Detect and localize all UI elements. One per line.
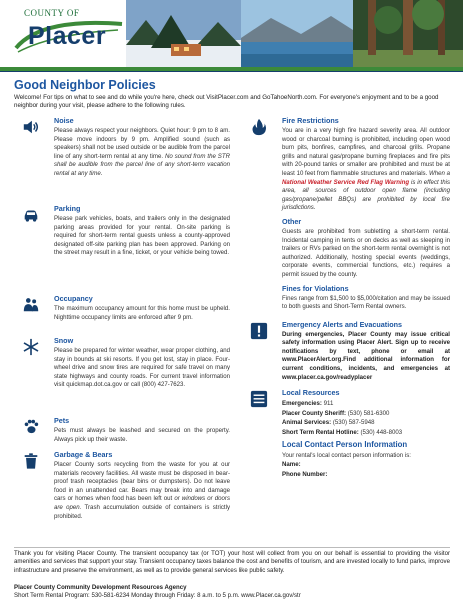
contact-name-label: Name: (282, 461, 301, 469)
snowflake-icon (22, 338, 40, 356)
footer-divider (14, 547, 450, 548)
speaker-icon (22, 118, 40, 136)
fines-subsection (282, 284, 450, 312)
fines-heading: Fines for Violations (282, 283, 349, 293)
noise-heading: Noise (54, 116, 74, 125)
garbage-section (22, 450, 230, 521)
other-heading: Other (282, 216, 302, 226)
contact-heading: Local Contact Person Information (282, 439, 408, 449)
page-title: Good Neighbor Policies (14, 78, 156, 92)
fire-text: You are in a very high fire hazard severity area. All outdoor wood or charcoal burning is prohibited, including open wood burn pits, bonfires, campfires, and charcoal grills. Propane grills and natural gas/propane burning fireplaces and fire pits with 20-pound tanks or smaller are prohibited and must be at least 10 feet from flammable structures and materials. When a National Weather Service Red Flag Warning is in effect this area, all sources of outdoor open flame (including gas/propane/pellet BBQs) are prohibited by local fire jurisdictions. (282, 127, 451, 212)
alert-icon (250, 322, 268, 340)
placer-county-logo (14, 8, 124, 58)
resource-emergencies: Emergencies: 911 (282, 400, 334, 408)
snowy-village-photo (126, 0, 241, 67)
page-header (0, 0, 463, 67)
alerts-text: During emergencies, Placer County may issue critical safety information using Placer Alert. Sign up to receive notifications by text, phone or email at www.PlacerAlert.org.Find additional information for current conditions, incidents, and emergencies at www.placer.ca.gov/readyplacer (282, 330, 450, 381)
garbage-heading: Garbage & Bears (54, 450, 113, 459)
contact-phone-label: Phone Number: (282, 470, 328, 478)
other-subsection (282, 217, 450, 280)
logo-name-text: Placer (28, 22, 107, 50)
occupancy-heading: Occupancy (54, 294, 93, 303)
pets-heading: Pets (54, 416, 70, 425)
pets-section (22, 416, 230, 450)
right-column (250, 116, 450, 479)
snow-heading: Snow (54, 336, 74, 345)
fire-section (250, 116, 450, 312)
alerts-heading: Emergency Alerts and Evacuations (282, 319, 402, 329)
fire-icon (250, 118, 268, 136)
trash-can-icon (22, 452, 40, 470)
alerts-section (250, 320, 450, 383)
resources-section (250, 388, 450, 479)
snow-text: Please be prepared for winter weather, wear proper clothing, and stay in bounds at ski resorts. If you get lost, stay in place. Four-wheel drive and snow tires are required for safe travel on many state highways and county roads. For current travel information visit quickmap.dot.ca.gov or call (800) 427-7623. (54, 347, 230, 389)
car-icon (22, 206, 40, 224)
paw-icon (22, 418, 40, 436)
header-photos (126, 0, 463, 67)
other-text: Guests are prohibited from subletting a short-term rental. Incidental camping in tents or on decks as well as sleeping in trailers or RVs parked on the short-term rental overnight is not authorized. Additionally, hosting special events (weddings, corporate events, commercial functions, etc.) requires a permit issued by the county. (282, 227, 450, 278)
resource-str-hotline: Short Term Rental Hotline: (530) 448-8003 (282, 429, 403, 437)
resources-heading: Local Resources (282, 388, 340, 398)
intro-text: Welcome! For tips on what to see and do while you're here, check out VisitPlacer.com and GoTahoeNorth.com. For everyone's enjoyment and to be a good neighbor during your visit, please adhere to the following rules. (14, 94, 439, 110)
parking-heading: Parking (54, 204, 81, 213)
people-icon (22, 296, 40, 314)
footer-program: Short Term Rental Program: 530-581-6234 Monday through Friday: 8 a.m. to 5 p.m. www.Placer.ca.gov/str (14, 592, 301, 599)
contact-intro: Your rental's local contact person information is: (282, 451, 411, 459)
phone-list-icon (250, 390, 268, 408)
lake-photo (241, 0, 353, 67)
logo-county-text: COUNTY OF (24, 8, 80, 18)
noise-text: Please always respect your neighbors. Quiet hour: 9 pm to 8 am. Please move indoors by 9 pm. Amplified sound (such as speakers) shall not be used outside or be audible from the parcel line of any short-term rental at any time. No sound from the STR shall be audible from the parcel line of any short-term vacation rental at any time. (54, 127, 230, 177)
forest-photo (353, 0, 463, 67)
fines-text: Fines range from $1,500 to $5,000/citation and may be issued to both guests and Short-Term Rental owners. (282, 294, 450, 311)
snow-section (22, 336, 230, 416)
footer-org: Placer County Community Development Resources Agency (14, 584, 187, 591)
occupancy-section (22, 294, 230, 336)
resource-sheriff: Placer County Sheriff: (530) 581-6300 (282, 409, 390, 417)
resource-animal-services: Animal Services: (530) 587-5948 (282, 419, 375, 427)
occupancy-text: The maximum occupancy amount for this home must be upheld. Nighttime occupancy limits are enforced after 9 pm. (54, 305, 230, 321)
pets-text: Pets must always be leashed and secured on the property. Always pick up their waste. (54, 427, 230, 443)
parking-text: Please park vehicles, boats, and trailers only in the designated parking areas provided for your rental. On-site parking is required for short-term rental guests unless a county-approved designated off-site parking plan has been approved. Parking on the street may result in a fine, ticket, or your vehicle being towed. (54, 215, 230, 257)
parking-section (22, 204, 230, 294)
garbage-text: Placer County sorts recycling from the waste for you at our materials recovery facilities. All waste must be disposed in bear-proof trash receptacles (bear bins or dumpsters). Do not leave food in an unattended car. Bears may break into and damage cars or homes when food has been left out or windows or doors are open. Trash accumulation outside of containers is strictly prohibited. (54, 461, 230, 520)
fire-heading: Fire Restrictions (282, 116, 339, 125)
header-blue-line (0, 71, 463, 72)
left-column (22, 116, 230, 521)
noise-section (22, 116, 230, 204)
footer-text: Thank you for visiting Placer County. The transient occupancy tax (or TOT) your host will collect from you on our behalf is essential to providing the visitor amenities and services that support your stay. Transient occupancy taxes balance the cost and benefits of tourism, and are invested locally to fund parks, improve infrastructure and preserve the environment, as well as to provide general services like public safety. (14, 550, 450, 574)
